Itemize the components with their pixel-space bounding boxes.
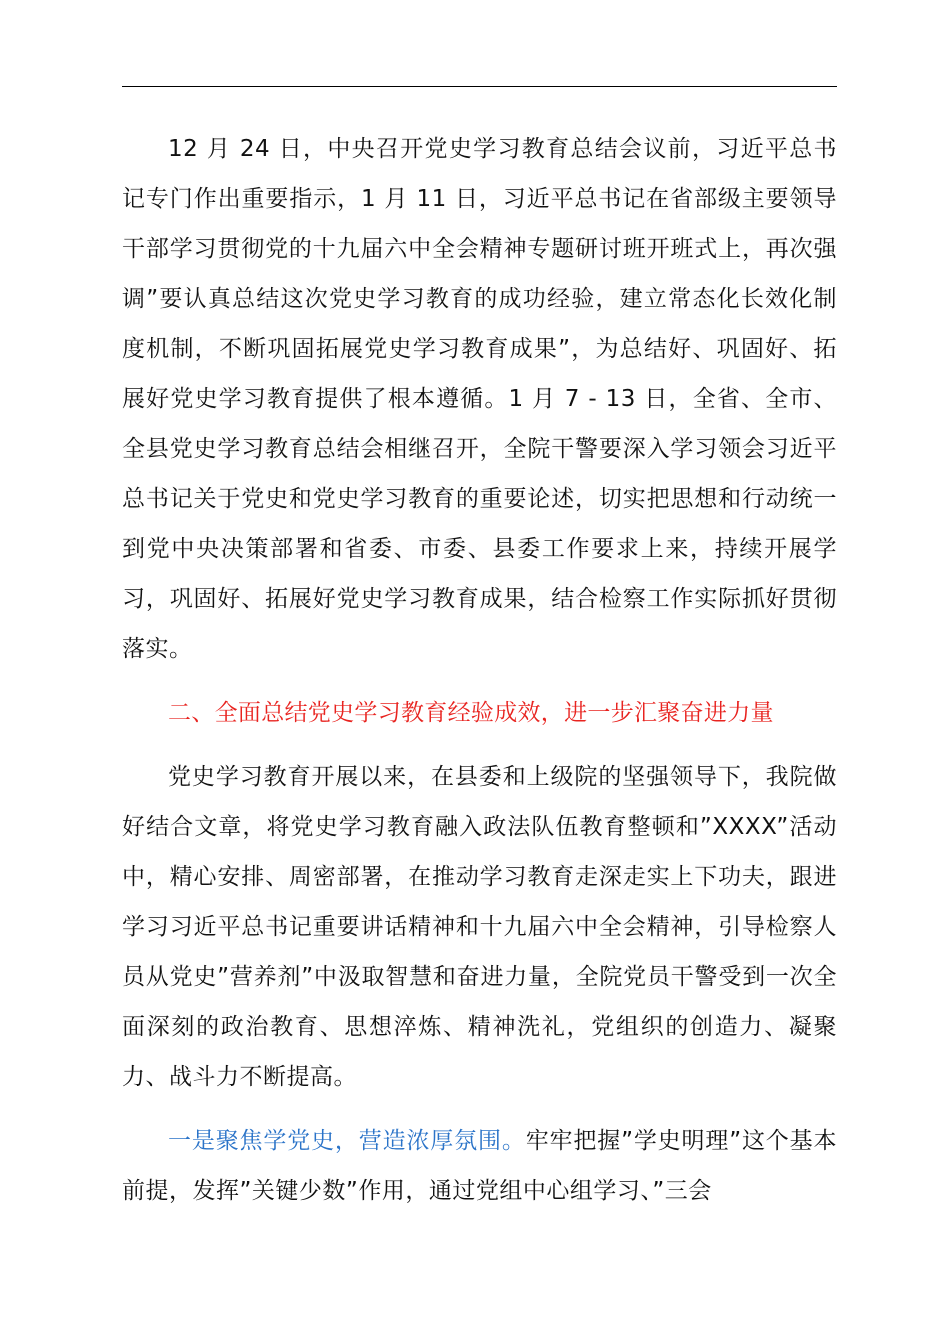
- paragraph-1: 12 月 24 日，中央召开党史学习教育总结会议前，习近平总书记专门作出重要指示，1 月 11 日，习近平总书记在省部级主要领导干部学习贯彻党的十九届六中全会精神专题研讨班开班式上，再次强调”要认真总结这次党史学习教育的成功经验，建立常态化长效化制度机制，不断巩固拓展党史学习教育成果”，为总结好、巩固好、拓展好党史学习教育提供了根本遵循。1 月 7 - 13 日，全省、全市、全县党史学习教育总结会相继召开，全院干警要深入学习领会习近平总书记关于党史和党史学习教育的重要论述，切实把思想和行动统一到党中央决策部署和省委、市委、县委工作要求上来，持续开展学习，巩固好、拓展好党史学习教育成果，结合检察工作实际抓好贯彻落实。: [122, 136, 837, 662]
- document-body: [122, 124, 837, 1216]
- section-2-heading: 二、全面总结党史学习教育经验成效，进一步汇聚奋进力量: [168, 700, 774, 726]
- header-rule: [122, 86, 837, 87]
- paragraph-3: [122, 1116, 837, 1216]
- paragraph-3-text: 牢牢把握”学史明理”这个基本前提，发挥”关键少数”作用，通过党组中心组学习、”三会: [122, 1128, 838, 1204]
- paragraph-2: 党史学习教育开展以来，在县委和上级院的坚强领导下，我院做好结合文章，将党史学习教育融入政法队伍教育整顿和”XXXX”活动中，精心安排、周密部署，在推动学习教育走深走实上下功夫，跟进学习习近平总书记重要讲话精神和十九届六中全会精神，引导检察人员从党史”营养剂”中汲取智慧和奋进力量，全院党员干警受到一次全面深刻的政治教育、思想淬炼、精神洗礼，党组织的创造力、凝聚力、战斗力不断提高。: [122, 764, 837, 1090]
- paragraph-3-lead: 一是聚焦学党史，营造浓厚氛围。: [168, 1128, 526, 1154]
